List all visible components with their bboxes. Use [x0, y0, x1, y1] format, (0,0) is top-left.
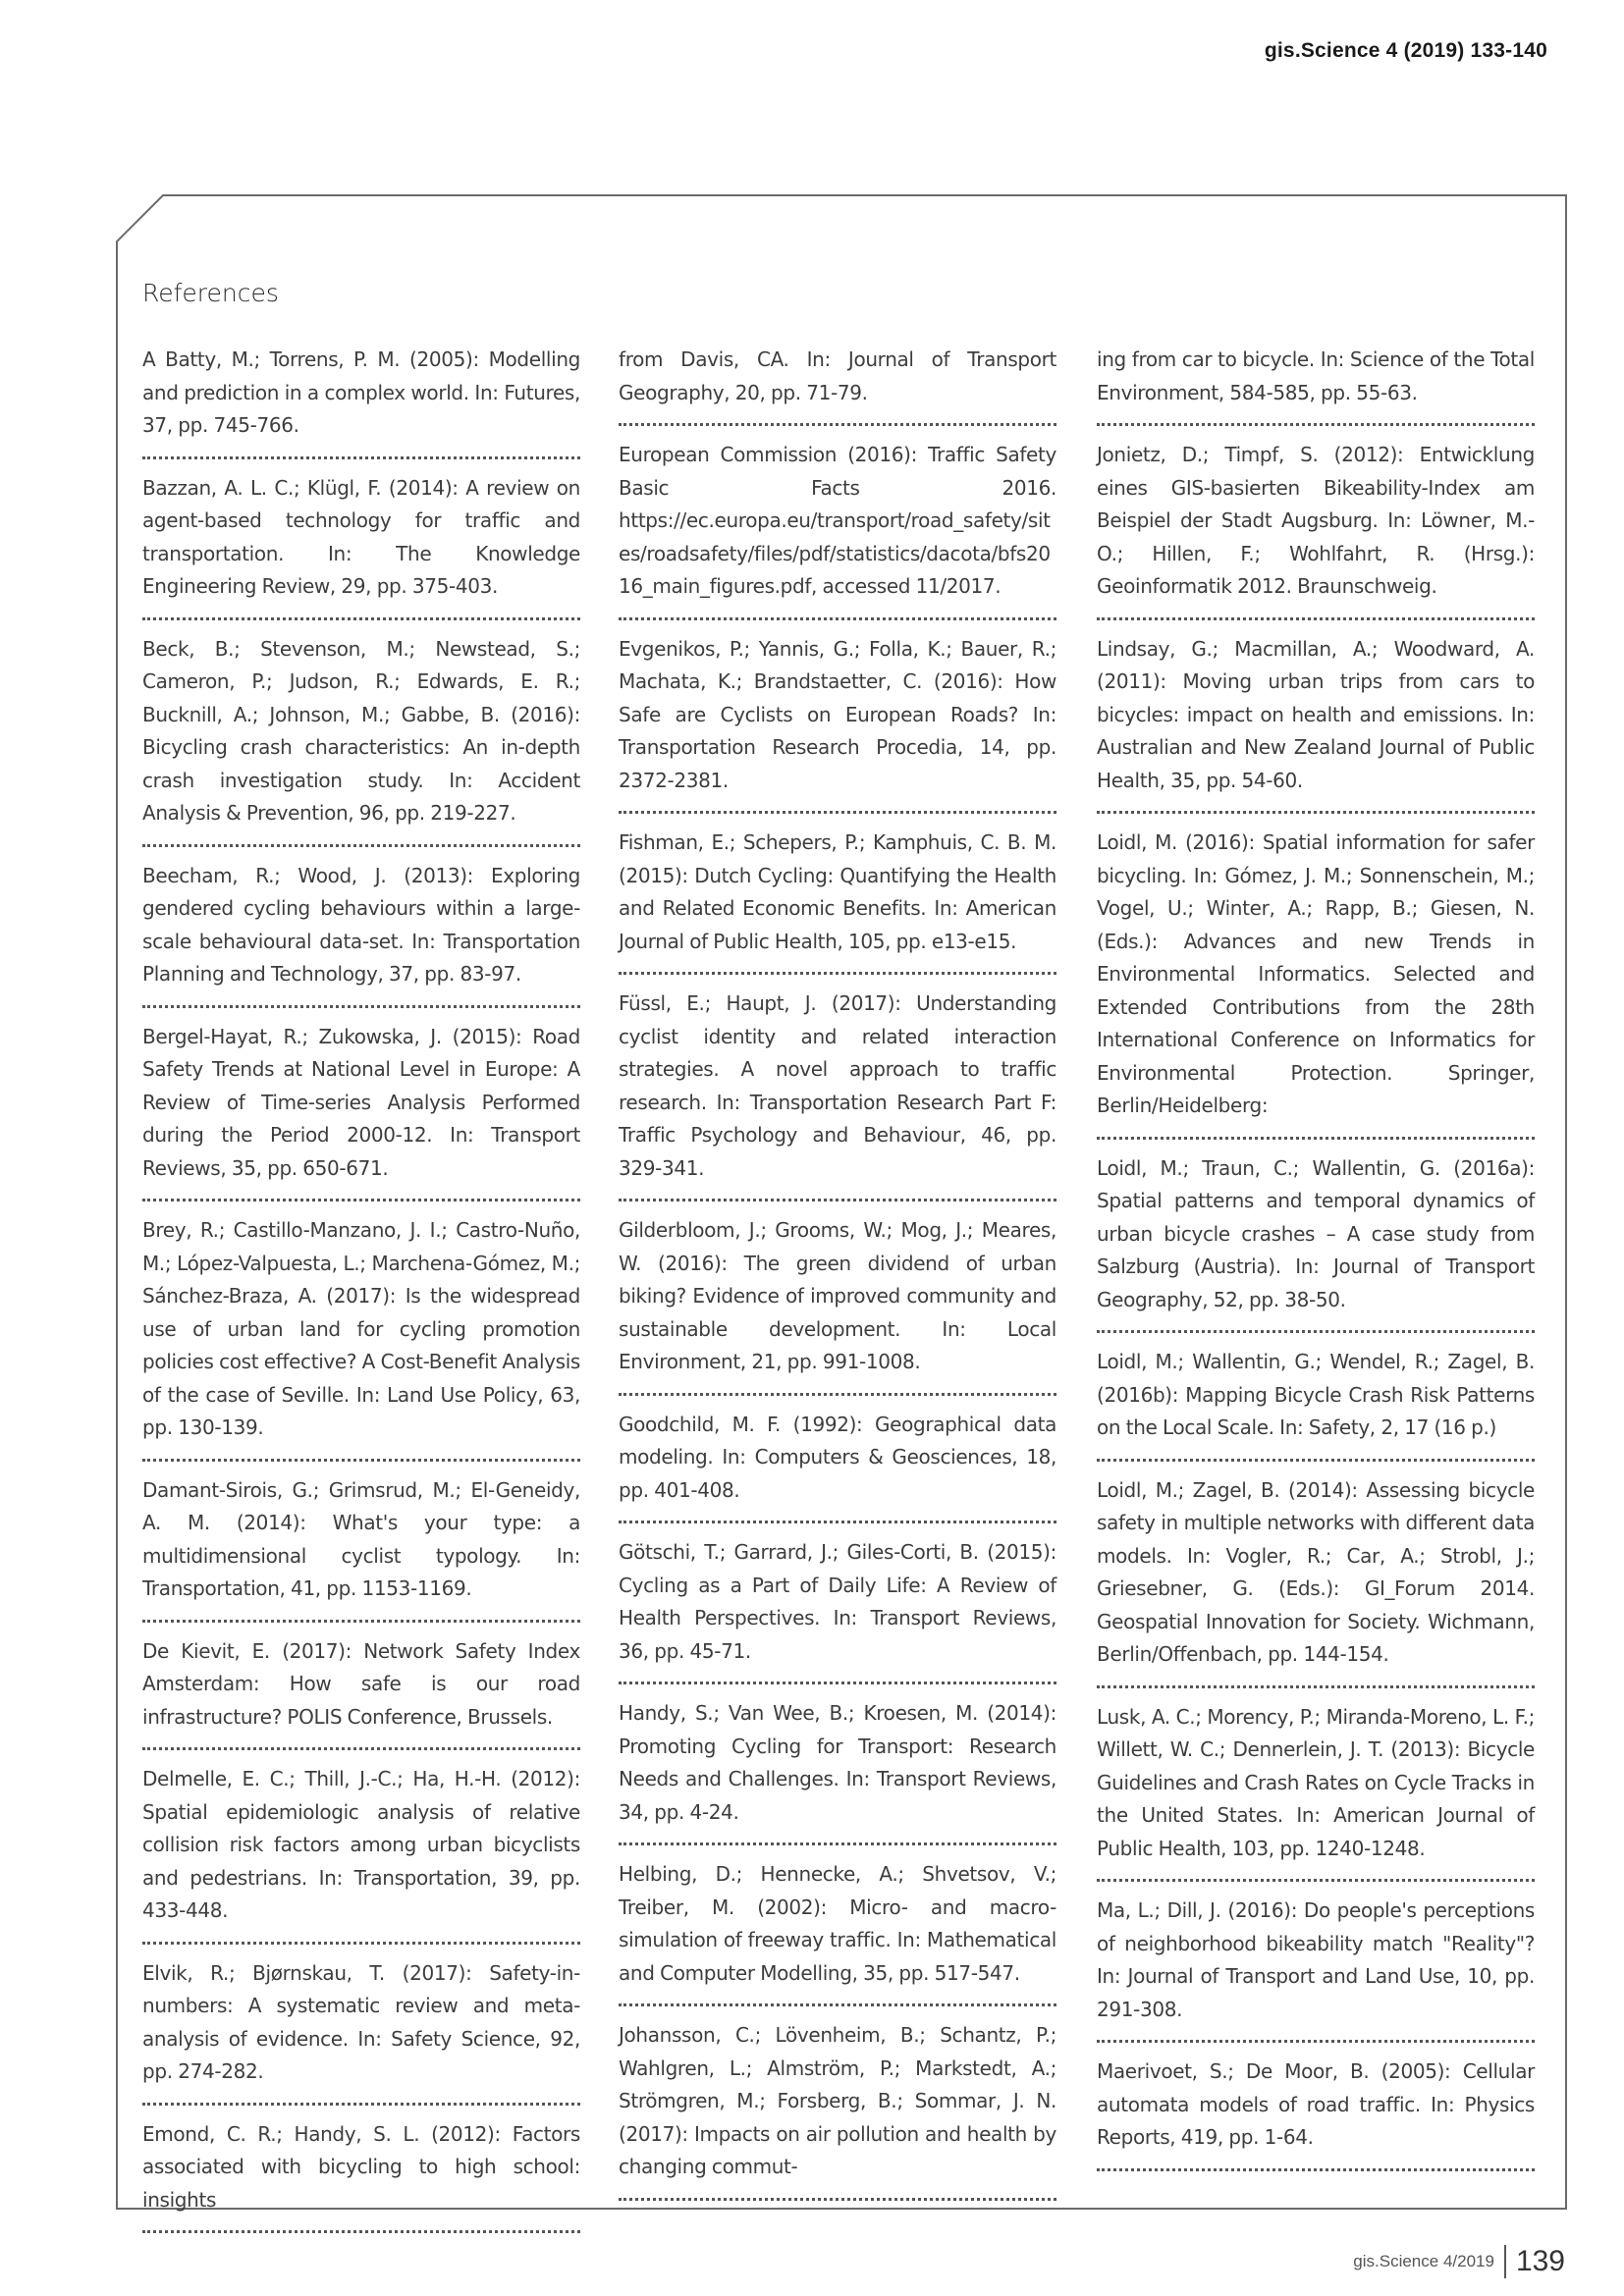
reference-entry: Lusk, A. C.; Morency, P.; Miranda-Moreno, L. F.; Willett, W. C.; Dennerlein, J. T. (2013): Bicycle Guidelines and Crash Rates on Cycle Tracks in the United States. In: American Journal of Public Health, 103, pp. 1240-1248. — [1097, 1701, 1535, 1883]
reference-entry: Gilderbloom, J.; Grooms, W.; Mog, J.; Meares, W. (2016): The green dividend of urban biking? Evidence of improved community and sustainable development. In: Local Environment, 21, pp. 991-1008. — [619, 1214, 1056, 1396]
reference-entry: Beecham, R.; Wood, J. (2013): Exploring gendered cycling behaviours within a large-scale behavioural data-set. In: Transportation Planning and Technology, 37, pp. 83-97. — [142, 860, 580, 1008]
reference-column-1 — [142, 344, 580, 2246]
reference-entry: Beck, B.; Stevenson, M.; Newstead, S.; Cameron, P.; Judson, R.; Edwards, E. R.; Bucknill, A.; Johnson, M.; Gabbe, B. (2016): Bicycling crash characteristics: An in-depth crash investigation study. In: Accident Analysis & Prevention, 96, pp. 219-227. — [142, 633, 580, 847]
reference-entry: Emond, C. R.; Handy, S. L. (2012): Factors associated with bicycling to high school: insights — [142, 2118, 580, 2234]
reference-entry: Lindsay, G.; Macmillan, A.; Woodward, A. (2011): Moving urban trips from cars to bicycles: impact on health and emissions. In: Australian and New Zealand Journal of Public Health, 35, pp. 54-60. — [1097, 633, 1535, 815]
reference-entry: Delmelle, E. C.; Thill, J.-C.; Ha, H.-H. (2012): Spatial epidemiologic analysis of relative collision risk factors among urban bicyclists and pedestrians. In: Transportation, 39, pp. 433-448. — [142, 1763, 580, 1945]
reference-entry: Bazzan, A. L. C.; Klügl, F. (2014): A review on agent-based technology for traffic and transportation. In: The Knowledge Engineering Review, 29, pp. 375-403. — [142, 472, 580, 620]
footer-journal: gis.Science 4/2019 — [1353, 2252, 1494, 2270]
reference-entry: Ma, L.; Dill, J. (2016): Do people's perceptions of neighborhood bikeability match "Reality"? In: Journal of Transport and Land Use, 10, pp. 291-308. — [1097, 1895, 1535, 2043]
reference-entry: Handy, S.; Van Wee, B.; Kroesen, M. (2014): Promoting Cycling for Transport: Research Needs and Challenges. In: Transport Reviews, 34, pp. 4-24. — [619, 1697, 1056, 1845]
reference-column-3 — [1097, 344, 1535, 2184]
page-footer — [1353, 2245, 1565, 2278]
reference-entry: Johansson, C.; Lövenheim, B.; Schantz, P.; Wahlgren, L.; Almström, P.; Markstedt, A.; Strömgren, M.; Forsberg, B.; Sommar, J. N. (2017): Impacts on air pollution and health by changing commut- — [619, 2019, 1056, 2201]
reference-entry: European Commission (2016): Traffic Safety Basic Facts 2016. https://ec.europa.eu/transport/road_safety/sites/roadsafety/files/pdf/statistics/dacota/bfs2016_main_figures.pdf, accessed 11/2017. — [619, 439, 1056, 620]
reference-entry: ing from car to bicycle. In: Science of the Total Environment, 584-585, pp. 55-63. — [1097, 344, 1535, 426]
reference-entry: Loidl, M.; Zagel, B. (2014): Assessing bicycle safety in multiple networks with different data models. In: Vogler, R.; Car, A.; Strobl, J.; Griesebner, G. (Eds.): GI_Forum 2014. Geospatial Innovation for Society. Wichmann, Berlin/Offenbach, pp. 144-154. — [1097, 1474, 1535, 1688]
reference-entry: Loidl, M.; Traun, C.; Wallentin, G. (2016a): Spatial patterns and temporal dynamics of urban bicycle crashes – A case study from Salzburg (Austria). In: Journal of Transport Geography, 52, pp. 38-50. — [1097, 1152, 1535, 1334]
reference-entry: Brey, R.; Castillo-Manzano, J. I.; Castro-Nuño, M.; López-Valpuesta, L.; Marchena-Gómez, M.; Sánchez-Braza, A. (2017): Is the widespread use of urban land for cycling promotion policies cost effective? A Cost-Benefit Analysis of the case of Seville. In: Land Use Policy, 63, pp. 130-139. — [142, 1214, 580, 1462]
reference-entry: De Kievit, E. (2017): Network Safety Index Amsterdam: How safe is our road infrastructure? POLIS Conference, Brussels. — [142, 1635, 580, 1751]
journal-citation: gis.Science 4 (2019) 133-140 — [1264, 39, 1547, 62]
reference-entry: Loidl, M. (2016): Spatial information for safer bicycling. In: Gómez, J. M.; Sonnenschein, M.; Vogel, U.; Winter, A.; Rapp, B.; Giesen, N. (Eds.): Advances and new Trends in Environmental Informatics. Selected and Extended Contributions from the 28th International Conference on Informatics for Environmental Protection. Springer, Berlin/Heidelberg: — [1097, 827, 1535, 1140]
reference-entry: Maerivoet, S.; De Moor, B. (2005): Cellular automata models of road traffic. In: Physics Reports, 419, pp. 1-64. — [1097, 2056, 1535, 2171]
reference-entry: from Davis, CA. In: Journal of Transport Geography, 20, pp. 71-79. — [619, 344, 1056, 426]
footer-divider — [1504, 2245, 1506, 2278]
reference-entry: Elvik, R.; Bjørnskau, T. (2017): Safety-in-numbers: A systematic review and meta-analysis of evidence. In: Safety Science, 92, pp. 274-282. — [142, 1957, 580, 2106]
reference-entry: A Batty, M.; Torrens, P. M. (2005): Modelling and prediction in a complex world. In: Futures, 37, pp. 745-766. — [142, 344, 580, 459]
section-title: References — [142, 279, 279, 307]
reference-entry: Füssl, E.; Haupt, J. (2017): Understanding cyclist identity and related interaction strategies. A novel approach to traffic research. In: Transportation Research Part F: Traffic Psychology and Behaviour, 46, pp. 329-341. — [619, 988, 1056, 1201]
reference-entry: Helbing, D.; Hennecke, A.; Shvetsov, V.; Treiber, M. (2002): Micro- and macro-simulation of freeway traffic. In: Mathematical and Computer Modelling, 35, pp. 517-547. — [619, 1858, 1056, 2006]
reference-column-2 — [619, 344, 1056, 2214]
reference-entry: Goodchild, M. F. (1992): Geographical data modeling. In: Computers & Geosciences, 18, pp. 401-408. — [619, 1409, 1056, 1524]
reference-entry: Jonietz, D.; Timpf, S. (2012): Entwicklung eines GIS-basierten Bikeability-Index am Beispiel der Stadt Augsburg. In: Löwner, M.-O.; Hillen, F.; Wohlfahrt, R. (Hrsg.): Geoinformatik 2012. Braunschweig. — [1097, 439, 1535, 620]
page-number: 139 — [1515, 2245, 1565, 2277]
reference-entry: Loidl, M.; Wallentin, G.; Wendel, R.; Zagel, B. (2016b): Mapping Bicycle Crash Risk Patterns on the Local Scale. In: Safety, 2, 17 (16 p.) — [1097, 1346, 1535, 1462]
reference-entry: Fishman, E.; Schepers, P.; Kamphuis, C. B. M. (2015): Dutch Cycling: Quantifying the Health and Related Economic Benefits. In: American Journal of Public Health, 105, pp. e13-e15. — [619, 827, 1056, 975]
reference-entry: Bergel-Hayat, R.; Zukowska, J. (2015): Road Safety Trends at National Level in Europe: A Review of Time-series Analysis Performed during the Period 2000-12. In: Transport Reviews, 35, pp. 650-671. — [142, 1021, 580, 1202]
reference-entry: Damant-Sirois, G.; Grimsrud, M.; El-Geneidy, A. M. (2014): What's your type: a multidimensional cyclist typology. In: Transportation, 41, pp. 1153-1169. — [142, 1474, 580, 1623]
reference-entry: Götschi, T.; Garrard, J.; Giles-Corti, B. (2015): Cycling as a Part of Daily Life: A Review of Health Perspectives. In: Transport Reviews, 36, pp. 45-71. — [619, 1536, 1056, 1684]
reference-entry: Evgenikos, P.; Yannis, G.; Folla, K.; Bauer, R.; Machata, K.; Brandstaetter, C. (2016): How Safe are Cyclists on European Roads? In: Transportation Research Procedia, 14, pp. 2372-2381. — [619, 633, 1056, 815]
